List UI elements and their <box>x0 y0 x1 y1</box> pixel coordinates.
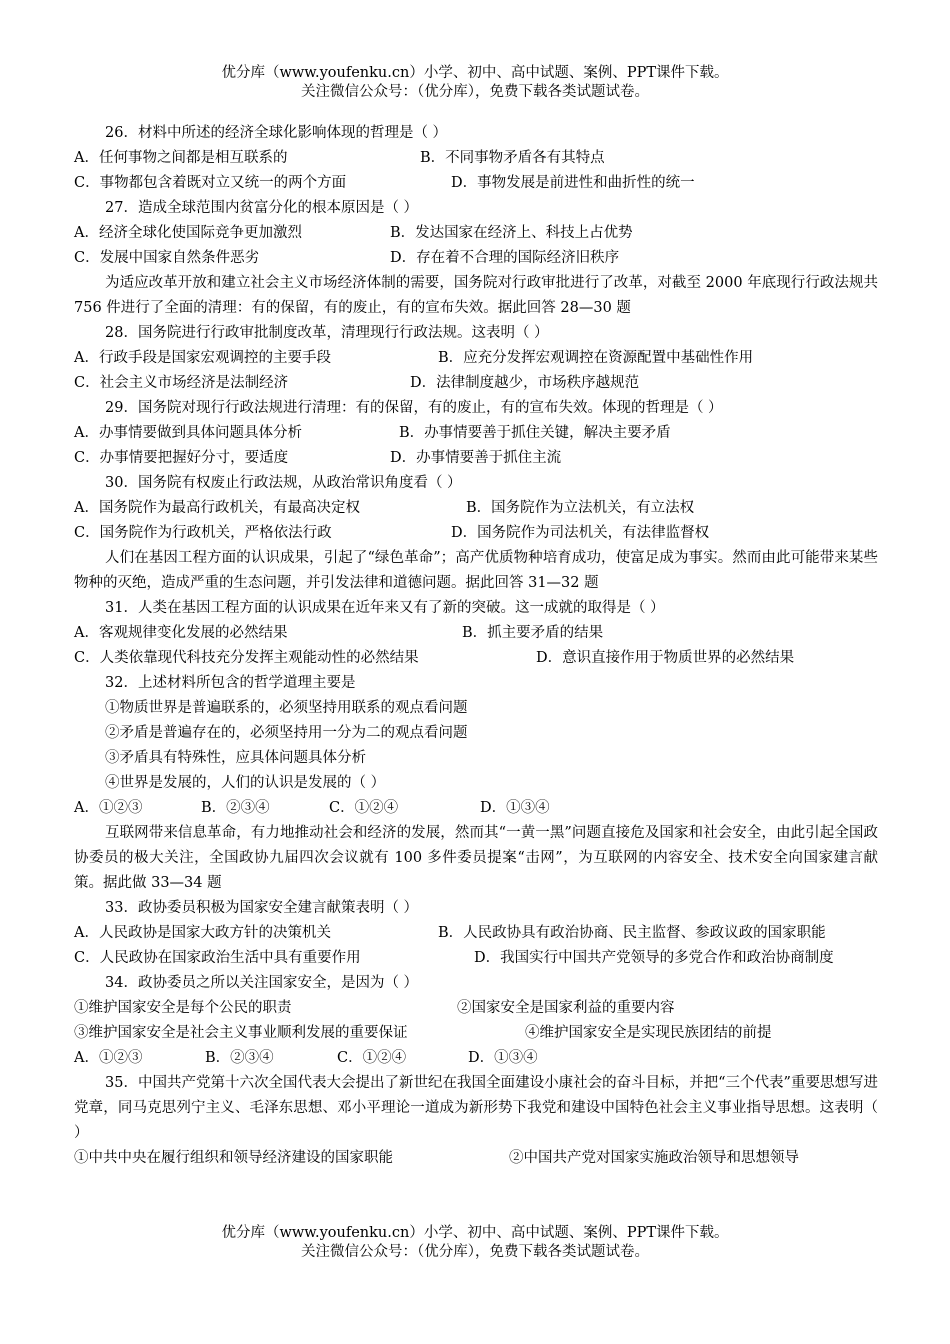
q31-option-a: A．客观规律变化发展的必然结果 <box>74 625 288 641</box>
q32-options <box>74 796 878 821</box>
header-line-2: 关注微信公众号：（优分库），免费下载各类试题试卷。 <box>301 84 649 100</box>
q28-option-b: B．应充分发挥宏观调控在资源配置中基础性作用 <box>438 350 754 366</box>
q27-option-d: D．存在着不合理的国际经济旧秩序 <box>390 250 620 266</box>
q26-options-cd <box>74 171 878 196</box>
q27-option-a: A．经济全球化使国际竞争更加激烈 <box>74 225 302 241</box>
q26-option-c: C．事物都包含着既对立又统一的两个方面 <box>74 175 347 191</box>
q35-statements-12 <box>74 1146 878 1171</box>
page-header <box>0 64 950 102</box>
q31-option-d: D．意识直接作用于物质世界的必然结果 <box>536 650 795 666</box>
q27-option-b: B．发达国家在经济上、科技上占优势 <box>390 225 633 241</box>
q31-option-c: C．人类依靠现代科技充分发挥主观能动性的必然结果 <box>74 650 419 666</box>
q35-statement-1: ①中共中央在履行组织和领导经济建设的国家职能 <box>74 1150 393 1166</box>
q27-stem: 27．造成全球范围内贫富分化的根本原因是（ ） <box>105 200 419 216</box>
q32-statement-3: ③矛盾具有特殊性，应具体问题具体分析 <box>105 750 366 766</box>
q28-options-cd <box>74 371 878 396</box>
q28-option-c: C．社会主义市场经济是法制经济 <box>74 375 289 391</box>
q34-statements-12 <box>74 996 878 1021</box>
q32-statement-4: ④世界是发展的，人们的认识是发展的（ ） <box>105 775 386 791</box>
document-body <box>74 121 878 1171</box>
q34-statement-1: ①维护国家安全是每个公民的职责 <box>74 1000 292 1016</box>
q26-option-b: B．不同事物矛盾各有其特点 <box>420 150 605 166</box>
q34-statement-2: ②国家安全是国家利益的重要内容 <box>457 1000 675 1016</box>
q26-option-d: D．事物发展是前进性和曲折性的统一 <box>451 175 695 191</box>
q30-options-ab <box>74 496 878 521</box>
q30-option-a: A．国务院作为最高行政机关，有最高决定权 <box>74 500 360 516</box>
q34-option-c: C．①②④ <box>337 1050 407 1066</box>
q27-options-ab <box>74 221 878 246</box>
q29-option-c: C．办事情要把握好分寸，要适度 <box>74 450 289 466</box>
q34-options <box>74 1046 878 1071</box>
q31-stem: 31．人类在基因工程方面的认识成果在近年来又有了新的突破。这一成就的取得是（ ） <box>105 600 665 616</box>
q26-options-ab <box>74 146 878 171</box>
q32-option-a: A．①②③ <box>74 800 143 816</box>
q28-stem: 28．国务院进行行政审批制度改革，清理现行行政法规。这表明（ ） <box>105 325 549 341</box>
q32-option-c: C．①②④ <box>329 800 399 816</box>
q27-option-c: C．发展中国家自然条件恶劣 <box>74 250 260 266</box>
q26-option-a: A．任何事物之间都是相互联系的 <box>74 150 288 166</box>
q30-stem: 30．国务院有权废止行政法规，从政治常识角度看（ ） <box>105 475 462 491</box>
q32-stem: 32．上述材料所包含的哲学道理主要是 <box>105 675 356 691</box>
q30-option-d: D．国务院作为司法机关，有法律监督权 <box>451 525 710 541</box>
q29-option-d: D．办事情要善于抓住主流 <box>390 450 562 466</box>
q28-option-d: D．法律制度越少，市场秩序越规范 <box>410 375 640 391</box>
q33-option-d: D．我国实行中国共产党领导的多党合作和政治协商制度 <box>474 950 834 966</box>
q33-option-b: B．人民政协具有政治协商、民主监督、参政议政的国家职能 <box>438 925 826 941</box>
q31-option-b: B．抓主要矛盾的结果 <box>462 625 604 641</box>
q31-options-ab <box>74 621 878 646</box>
q30-option-b: B．国务院作为立法机关，有立法权 <box>466 500 695 516</box>
header-line-1: 优分库（www.youfenku.cn）小学、初中、高中试题、案例、PPT课件下载。 <box>221 65 729 81</box>
q34-option-d: D．①③④ <box>468 1050 538 1066</box>
q28-options-ab <box>74 346 878 371</box>
q32-option-d: D．①③④ <box>480 800 550 816</box>
q34-statement-3: ③维护国家安全是社会主义事业顺利发展的重要保证 <box>74 1025 408 1041</box>
q29-options-ab <box>74 421 878 446</box>
q27-options-cd <box>74 246 878 271</box>
q31-options-cd <box>74 646 878 671</box>
q29-option-b: B．办事情要善于抓住关键，解决主要矛盾 <box>399 425 671 441</box>
q29-option-a: A．办事情要做到具体问题具体分析 <box>74 425 302 441</box>
material-28-30: 为适应改革开放和建立社会主义市场经济体制的需要，国务院对行政审批进行了改革，对截至 2000 年底现行行政法规共 756 件进行了全面的清理：有的保留，有的废止，有的宣布失效。据此回答 28—30 题 <box>74 275 878 316</box>
q33-options-cd <box>74 946 878 971</box>
q34-statements-34 <box>74 1021 878 1046</box>
q32-statement-2: ②矛盾是普遍存在的，必须坚持用一分为二的观点看问题 <box>105 725 468 741</box>
q34-option-a: A．①②③ <box>74 1050 143 1066</box>
q35-stem: 35．中国共产党第十六次全国代表大会提出了新世纪在我国全面建设小康社会的奋斗目标，并把“三个代表”重要思想写进党章，同马克思列宁主义、毛泽东思想、邓小平理论一道成为新形势下我党和建设中国特色社会主义事业指导思想。这表明（ ） <box>74 1075 878 1141</box>
q33-option-c: C．人民政协在国家政治生活中具有重要作用 <box>74 950 361 966</box>
q34-option-b: B．②③④ <box>205 1050 274 1066</box>
q30-options-cd <box>74 521 878 546</box>
material-31-32: 人们在基因工程方面的认识成果，引起了“绿色革命”；高产优质物种培育成功，使富足成为事实。然而由此可能带来某些物种的灭绝，造成严重的生态问题，并引发法律和道德问题。据此回答 31—32 题 <box>74 550 878 591</box>
footer-line-1: 优分库（www.youfenku.cn）小学、初中、高中试题、案例、PPT课件下载。 <box>221 1225 729 1241</box>
q34-stem: 34．政协委员之所以关注国家安全，是因为（ ） <box>105 975 419 991</box>
footer-line-2: 关注微信公众号：（优分库），免费下载各类试题试卷。 <box>301 1244 649 1260</box>
q29-options-cd <box>74 446 878 471</box>
q32-option-b: B．②③④ <box>201 800 270 816</box>
q30-option-c: C．国务院作为行政机关，严格依法行政 <box>74 525 332 541</box>
q35-statement-2: ②中国共产党对国家实施政治领导和思想领导 <box>509 1150 799 1166</box>
page-footer <box>0 1224 950 1262</box>
q32-statement-1: ①物质世界是普遍联系的，必须坚持用联系的观点看问题 <box>105 700 468 716</box>
q29-stem: 29．国务院对现行行政法规进行清理：有的保留，有的废止，有的宣布失效。体现的哲理是（ ） <box>105 400 723 416</box>
q33-options-ab <box>74 921 878 946</box>
q33-stem: 33．政协委员积极为国家安全建言献策表明（ ） <box>105 900 419 916</box>
q34-statement-4: ④维护国家安全是实现民族团结的前提 <box>525 1025 772 1041</box>
material-33-34: 互联网带来信息革命，有力地推动社会和经济的发展，然而其“一黄一黑”问题直接危及国家和社会安全，由此引起全国政协委员的极大关注，全国政协九届四次会议就有 100 多件委员提案“击网”，为互联网的内容安全、技术安全向国家建言献策。据此做 33—34 题 <box>74 825 878 891</box>
q26-stem: 26．材料中所述的经济全球化影响体现的哲理是（ ） <box>105 125 448 141</box>
q33-option-a: A．人民政协是国家大政方针的决策机关 <box>74 925 331 941</box>
q28-option-a: A．行政手段是国家宏观调控的主要手段 <box>74 350 331 366</box>
